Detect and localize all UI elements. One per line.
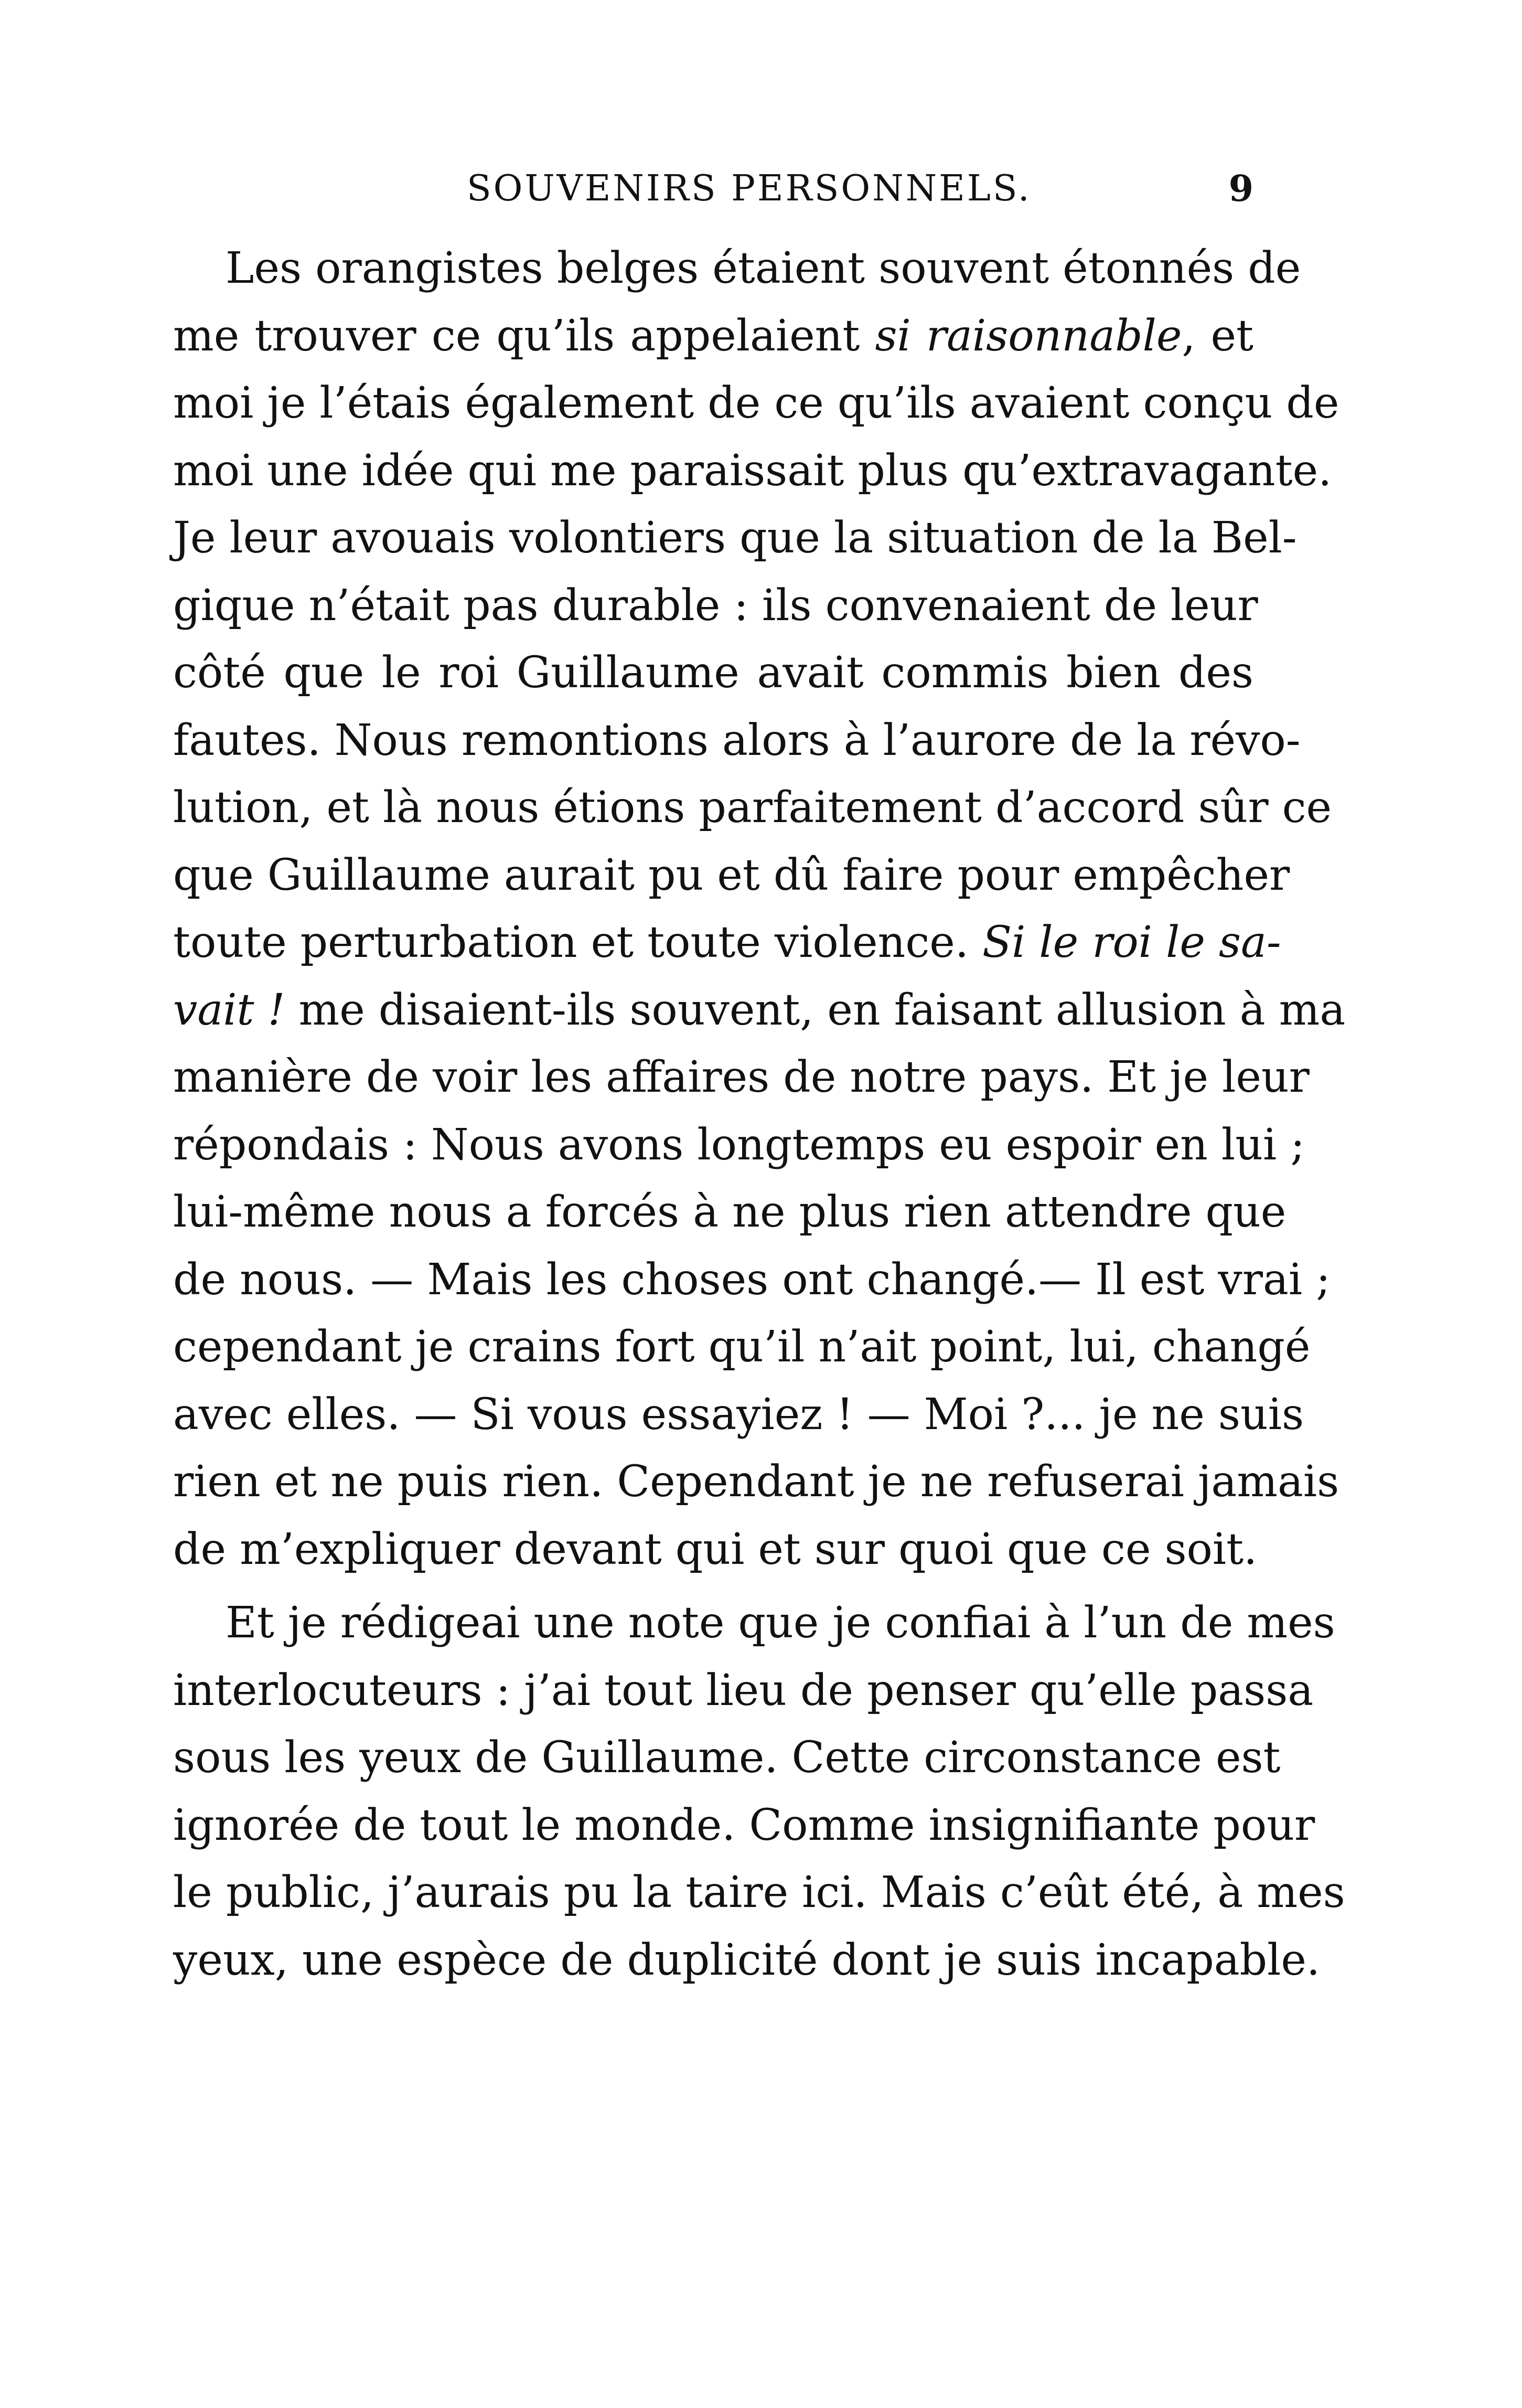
text-line [173,1927,1320,1995]
text-segment: lui-même nous a forcés à ne plus rien attendre que [173,1187,1287,1237]
text-segment: que Guillaume aurait pu et dû faire pour empêcher [173,850,1290,900]
paragraph-2 [173,1590,1345,1994]
text-line [173,707,1301,775]
text-line [173,1314,1311,1381]
text-line [173,842,1290,910]
text-segment: me disaient-ils souvent, en faisant allusion à ma [285,985,1346,1035]
body-text [173,235,1346,1994]
text-line [173,1590,1335,1657]
text-segment: manière de voir les affaires de notre pays. Et je leur [173,1052,1310,1102]
text-segment: avec elles. — Si vous essayiez ! — Moi ?... je ne suis [173,1389,1304,1440]
text-line [173,235,1301,303]
text-line [173,1179,1287,1246]
text-line [173,1516,1258,1584]
text-line [173,977,1346,1045]
text-segment: fautes. Nous remontions alors à l’aurore de la révo- [173,715,1301,765]
text-segment: lution, et là nous étions parfaitement d’accord sûr ce [173,783,1332,833]
text-line [173,438,1332,505]
text-segment: toute perturbation et toute violence. [173,918,982,967]
text-segment: côté que le roi Guillaume avait commis bien des [173,648,1253,698]
text-line [173,370,1339,438]
text-line [173,1792,1315,1860]
text-segment: moi une idée qui me paraissait plus qu’extravagante. [173,445,1332,496]
text-line [173,505,1297,572]
text-segment: Je leur avouais volontiers que la situation de la Bel- [173,513,1297,563]
text-segment: le public, j’aurais pu la taire ici. Mais c’eût été, à mes [173,1868,1345,1917]
text-line [173,774,1332,842]
text-line [173,1657,1314,1725]
text-line [173,1381,1304,1449]
italic-text: vait ! [173,985,285,1035]
text-line [173,640,1253,707]
text-segment: moi je l’étais également de ce qu’ils avaient conçu de [173,378,1339,428]
text-line [173,1044,1310,1112]
text-segment: répondais : Nous avons longtemps eu espoir en lui ; [173,1120,1305,1170]
text-line [173,1246,1331,1314]
text-segment: Les orangistes belges étaient souvent étonnés de [226,243,1301,293]
text-segment: gique n’était pas durable : ils convenaient de leur [173,580,1258,631]
italic-text: si raisonnable [875,311,1182,361]
text-segment: de nous. — Mais les choses ont changé.— Il est vrai ; [173,1254,1331,1305]
text-line [173,303,1253,370]
paragraph-1 [173,235,1346,1583]
text-line [173,1724,1281,1792]
text-segment: sous les yeux de Guillaume. Cette circonstance est [173,1733,1281,1783]
text-segment: , et [1182,311,1253,361]
text-segment: interlocuteurs : j’ai tout lieu de penser qu’elle passa [173,1665,1314,1716]
text-segment: me trouver ce qu’ils appelaient [173,311,875,361]
text-line [173,1448,1339,1516]
text-segment: de m’expliquer devant qui et sur quoi que ce soit. [173,1524,1258,1574]
text-segment: cependant je crains fort qu’il n’ait point, lui, changé [173,1322,1311,1372]
text-segment: yeux, une espèce de duplicité dont je suis incapable. [173,1935,1320,1985]
text-line [173,1859,1345,1927]
text-line [173,572,1258,640]
text-line [173,1112,1305,1179]
page-number: 9 [1228,168,1253,210]
text-segment: rien et ne puis rien. Cependant je ne refuserai jamais [173,1457,1339,1507]
text-segment: Et je rédigeai une note que je confiai à l’un de mes [226,1598,1335,1648]
text-segment: ignorée de tout le monde. Comme insignifiante pour [173,1800,1315,1850]
running-header [173,157,1253,220]
italic-text: Si le roi le sa- [982,918,1281,967]
running-title: SOUVENIRS PERSONNELS. [467,168,1032,209]
text-line [173,909,1281,977]
